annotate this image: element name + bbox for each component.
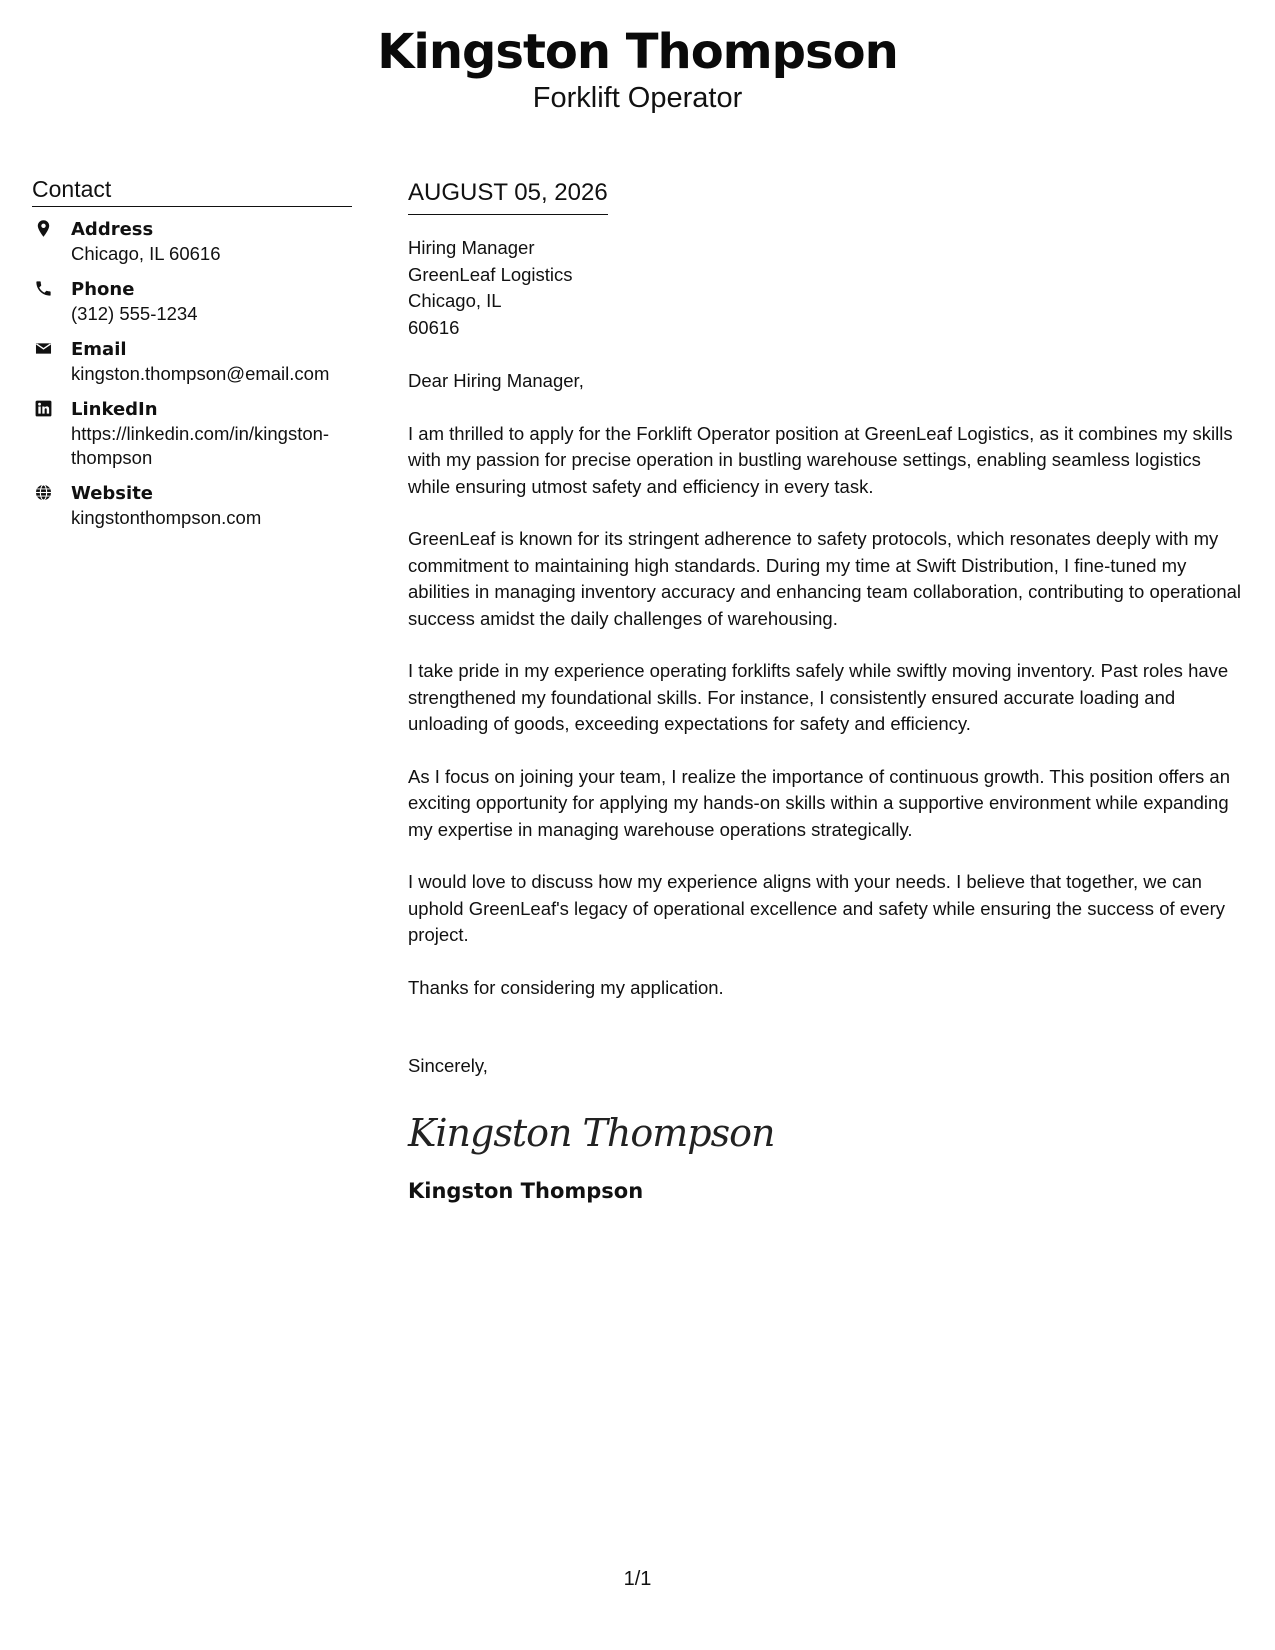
handwritten-signature: Kingston Thompson bbox=[408, 1111, 775, 1155]
website-value[interactable]: kingstonthompson.com bbox=[71, 507, 262, 528]
phone-value: (312) 555-1234 bbox=[71, 303, 198, 324]
letter-paragraph: Thanks for considering my application. bbox=[408, 976, 724, 998]
letter-date: AUGUST 05, 2026 bbox=[408, 178, 608, 215]
recipient-line: GreenLeaf Logistics bbox=[408, 263, 573, 285]
letter-paragraph: I would love to discuss how my experience aligns with your needs. I believe that together, we can uphold GreenLeaf's legacy of operational excellence and safety while ensuring the success of every project. bbox=[408, 871, 1225, 945]
contact-email bbox=[32, 337, 352, 386]
contact-heading: Contact bbox=[32, 175, 352, 207]
letter-paragraph: I take pride in my experience operating forklifts safely while swiftly moving inventory. Past roles have strengthened my foundational skills. For instance, I consistently ensured accurate loading and unloading of goods, exceeding expectations for safety and efficiency. bbox=[408, 660, 1229, 734]
linkedin-icon bbox=[34, 399, 53, 418]
letter-paragraph: I am thrilled to apply for the Forklift Operator position at GreenLeaf Logistics, as it combines my skills with my passion for precise operation in bustling warehouse settings, enabling seamless logistics while ensuring utmost safety and efficiency in every task. bbox=[408, 422, 1233, 497]
salutation: Dear Hiring Manager, bbox=[408, 370, 584, 391]
recipient-line: Hiring Manager bbox=[408, 237, 535, 258]
envelope-icon bbox=[34, 339, 53, 358]
signer-name: Kingston Thompson bbox=[408, 1179, 644, 1203]
cover-letter-body bbox=[408, 178, 1248, 1205]
page-number: 1/1 bbox=[623, 1568, 652, 1590]
contact-address bbox=[32, 217, 352, 266]
globe-icon bbox=[34, 483, 53, 502]
phone-icon bbox=[34, 279, 53, 298]
letter-paragraph: GreenLeaf is known for its stringent adherence to safety protocols, which resonates deeply with my commitment to maintaining high standards. During my time at Swift Distribution, I fine-tuned my abilities in managing inventory accuracy and enhancing team collaboration, contributing to operational success amidst the daily challenges of warehousing. bbox=[408, 528, 1242, 629]
recipient-line: 60616 bbox=[408, 316, 460, 338]
letter-paragraph: As I focus on joining your team, I realize the importance of continuous growth. This position offers an exciting opportunity for applying my hands-on skills within a supportive environment while expanding my expertise in managing warehouse operations strategically. bbox=[408, 765, 1230, 840]
address-value: Chicago, IL 60616 bbox=[71, 243, 221, 264]
phone-label: Phone bbox=[71, 279, 135, 300]
contact-phone bbox=[32, 277, 352, 326]
linkedin-label: LinkedIn bbox=[71, 399, 158, 420]
resume-header bbox=[0, 22, 1275, 114]
recipient-line: Chicago, IL bbox=[408, 290, 502, 311]
email-value[interactable]: kingston.thompson@email.com bbox=[71, 363, 330, 384]
map-pin-icon bbox=[34, 219, 53, 238]
applicant-name: Kingston Thompson bbox=[377, 24, 898, 80]
email-label: Email bbox=[71, 339, 127, 360]
closing: Sincerely, bbox=[408, 1055, 488, 1076]
contact-linkedin bbox=[32, 397, 352, 470]
website-label: Website bbox=[71, 483, 154, 504]
linkedin-value[interactable]: https://linkedin.com/in/kingston-thompson bbox=[71, 423, 330, 468]
contact-website bbox=[32, 481, 352, 530]
contact-sidebar bbox=[32, 175, 352, 541]
job-title: Forklift Operator bbox=[532, 82, 743, 114]
recipient-block bbox=[408, 235, 1248, 341]
address-label: Address bbox=[71, 219, 154, 240]
